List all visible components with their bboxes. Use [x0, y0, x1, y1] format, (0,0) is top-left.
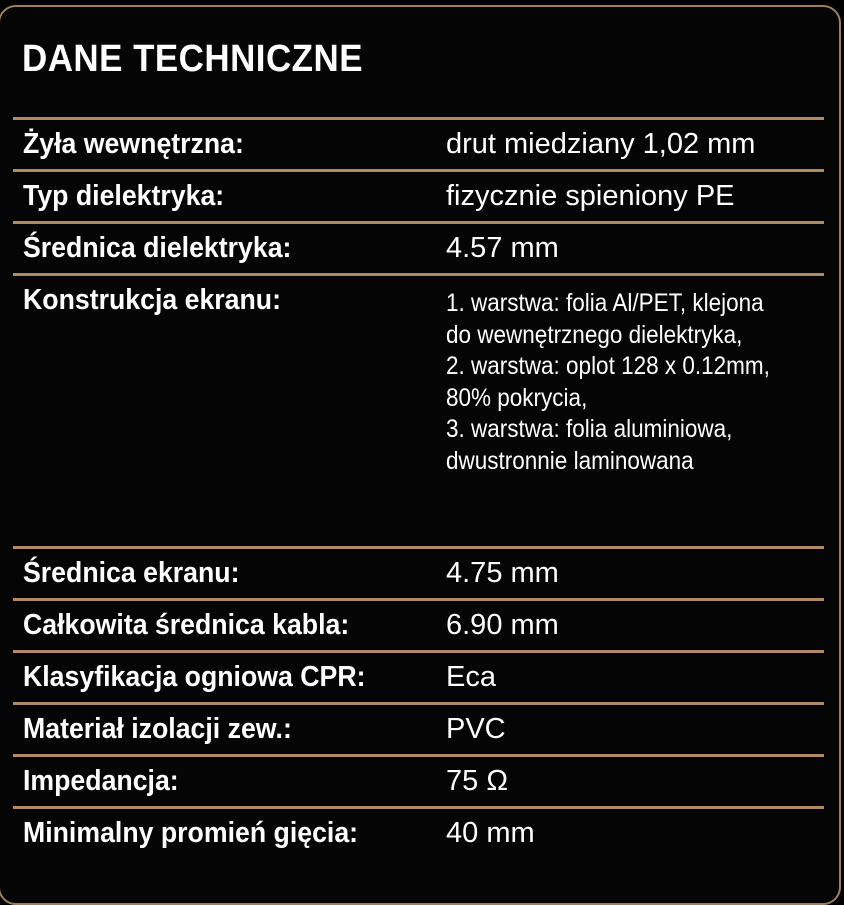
- row-divider: [13, 546, 824, 549]
- spec-label-jacket-material: Materiał izolacji zew.:: [23, 713, 292, 745]
- spec-label-inner-conductor: Żyła wewnętrzna:: [23, 128, 244, 160]
- row-divider: [13, 650, 824, 653]
- spec-label-shield-diameter: Średnica ekranu:: [23, 557, 240, 589]
- spec-label-dielectric-diameter: Średnica dielektryka:: [23, 232, 292, 264]
- row-divider: [13, 169, 824, 172]
- spec-value-impedance: 75 Ω: [446, 765, 508, 797]
- spec-label-total-diameter: Całkowita średnica kabla:: [23, 609, 350, 641]
- spec-value-total-diameter: 6.90 mm: [446, 609, 559, 641]
- shield-construction-line: 2. warstwa: oplot 128 x 0.12mm,: [446, 352, 770, 380]
- spec-value-inner-conductor: drut miedziany 1,02 mm: [446, 128, 756, 160]
- shield-construction-line: 1. warstwa: folia Al/PET, klejona: [446, 289, 764, 317]
- spec-label-impedance: Impedancja:: [23, 765, 179, 797]
- spec-label-dielectric-type: Typ dielektryka:: [23, 180, 225, 212]
- row-divider: [13, 806, 824, 809]
- spec-value-dielectric-diameter: 4.57 mm: [446, 232, 559, 264]
- section-title: DANE TECHNICZNE: [22, 38, 363, 80]
- spec-label-shield-construction: Konstrukcja ekranu:: [23, 284, 281, 316]
- spec-value-shield-construction: [446, 288, 770, 477]
- shield-construction-line: dwustronnie laminowana: [446, 446, 694, 475]
- row-divider: [13, 754, 824, 757]
- row-divider: [13, 273, 824, 276]
- spec-value-bend-radius: 40 mm: [446, 817, 535, 849]
- row-divider: [13, 117, 824, 120]
- shield-construction-line: do wewnętrznego dielektryka,: [446, 320, 743, 349]
- row-divider: [13, 702, 824, 705]
- spec-label-cpr-class: Klasyfikacja ogniowa CPR:: [23, 661, 366, 693]
- spec-value-shield-diameter: 4.75 mm: [446, 557, 559, 589]
- spec-label-bend-radius: Minimalny promień gięcia:: [23, 817, 359, 849]
- row-divider: [13, 598, 824, 601]
- spec-value-jacket-material: PVC: [446, 713, 506, 745]
- row-divider: [13, 221, 824, 224]
- shield-construction-line: 80% pokrycia,: [446, 383, 588, 412]
- shield-construction-line: 3. warstwa: folia aluminiowa,: [446, 415, 733, 443]
- spec-value-dielectric-type: fizycznie spieniony PE: [446, 180, 735, 212]
- spec-value-cpr-class: Eca: [446, 661, 496, 693]
